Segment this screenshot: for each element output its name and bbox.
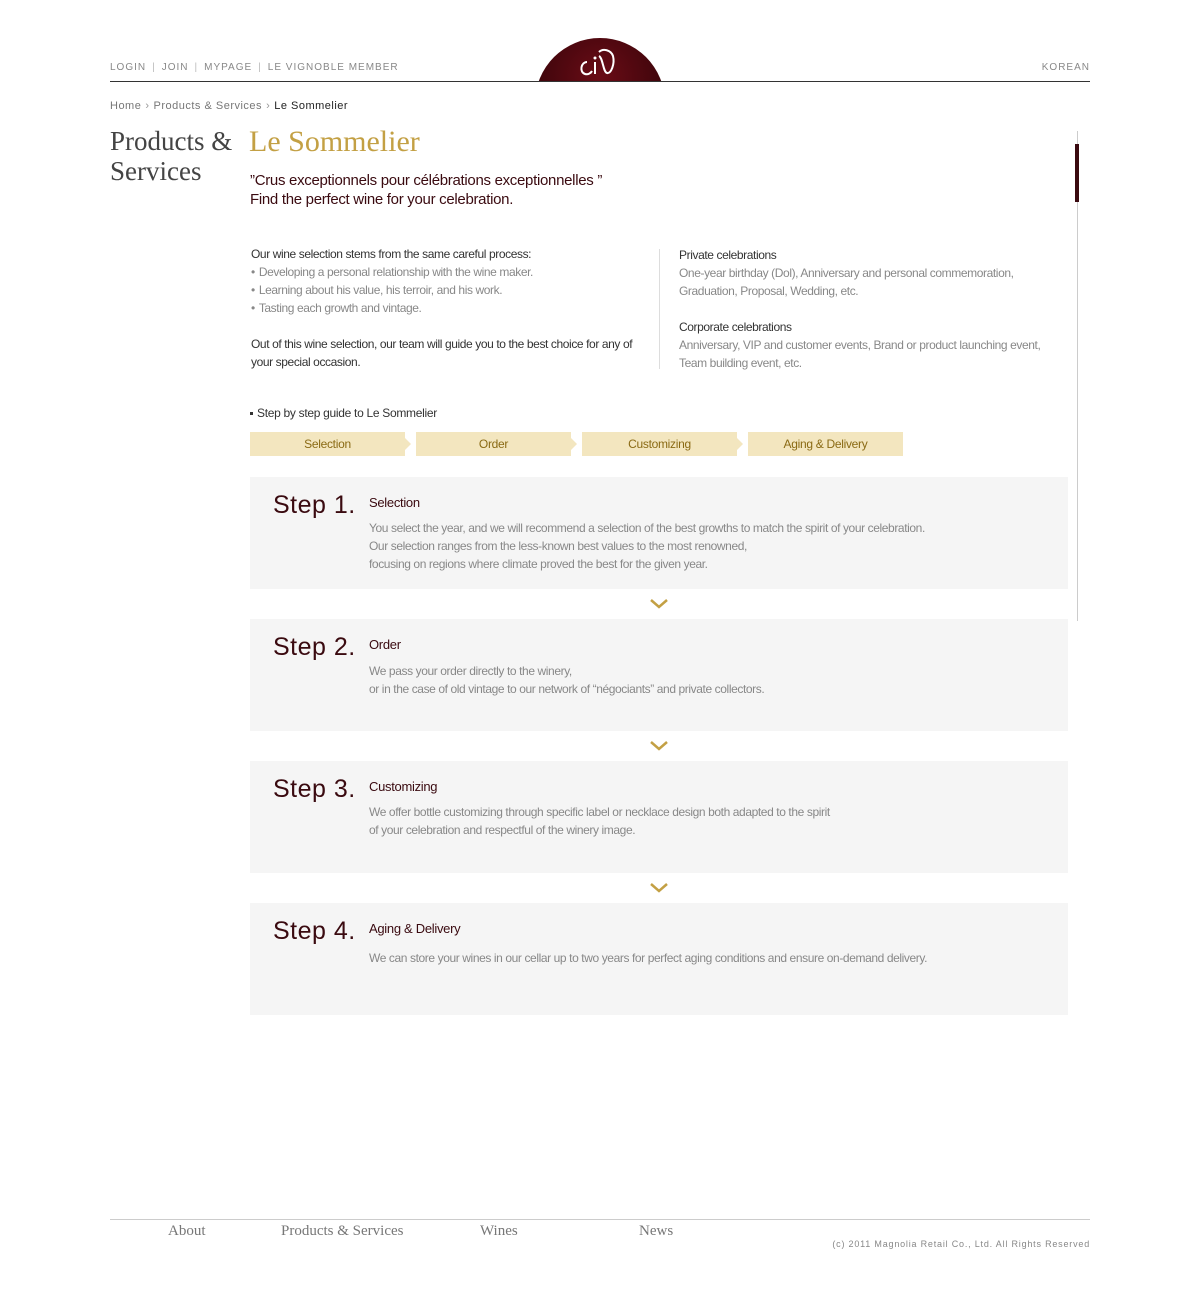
language-link[interactable]: KOREAN [1041,62,1090,73]
step-line: or in the case of old vintage to our network of “négociants” and private collectors. [369,682,765,696]
nav-separator: | [258,62,262,73]
list-item-text: Tasting each growth and vintage. [258,301,422,315]
intro-lead: Our wine selection stems from the same careful process: [251,247,532,261]
tab-selection[interactable]: Selection [250,432,405,456]
list-item-text: Developing a personal relationship with the wine maker. [258,265,533,279]
tab-order[interactable]: Order [416,432,571,456]
breadcrumb-home[interactable]: Home [110,100,142,112]
step-title: Aging & Delivery [369,921,461,936]
intro-occasions [679,246,1069,372]
step-line: focusing on regions where climate proved the best for the given year. [369,557,708,571]
private-text: One-year birthday (Dol), Anniversary and personal commemoration, Graduation, Proposal, Wedding, etc. [679,266,1014,298]
chevron-down-icon [649,740,669,752]
bullet-icon: • [251,265,255,279]
step-description [369,519,1019,573]
step-tabs [250,432,914,456]
scrollbar-track[interactable] [1077,131,1078,621]
step-card-4 [250,903,1068,1015]
step-number: Step 3. [273,775,356,803]
tagline-english: Find the perfect wine for your celebration. [250,191,514,208]
join-link[interactable]: JOIN [161,62,189,73]
step-title: Selection [369,495,420,510]
step-line: You select the year, and we will recommend a selection of the best growths to match the spirit of your celebration. [369,521,925,535]
corporate-text: Anniversary, VIP and customer events, Brand or product launching event, Team building event, etc. [679,338,1041,370]
step-description [369,949,1019,967]
footer-link-news[interactable]: News [639,1223,674,1239]
step-description [369,803,1019,839]
breadcrumb [110,100,348,112]
tab-customizing[interactable]: Customizing [582,432,737,456]
bullet-icon: • [251,283,255,297]
member-link[interactable]: LE VIGNOBLE MEMBER [267,62,399,73]
breadcrumb-products[interactable]: Products & Services [153,100,263,112]
square-bullet-icon [250,412,253,415]
step-number: Step 2. [273,633,356,661]
breadcrumb-current: Le Sommelier [274,100,349,112]
mypage-link[interactable]: MYPAGE [204,62,253,73]
intro-divider [659,249,660,369]
list-item-text: Learning about his value, his terroir, and his work. [258,283,503,297]
footer-link-products[interactable]: Products & Services [281,1223,404,1239]
step-title: Order [369,637,401,652]
scrollbar-thumb[interactable] [1075,144,1079,202]
logo-monogram-icon [573,42,627,80]
list-item [251,299,641,317]
header-divider [110,81,1090,82]
process-list [251,263,641,317]
list-item [251,263,641,281]
logo[interactable] [535,38,665,81]
footer-link-wines[interactable]: Wines [480,1223,518,1239]
nav-separator: | [152,62,156,73]
page-title: Le Sommelier [249,125,420,158]
guide-heading [250,406,437,420]
step-title: Customizing [369,779,438,794]
footer-divider [110,1219,1090,1220]
step-line: of your celebration and respectful of the winery image. [369,823,636,837]
list-item [251,281,641,299]
intro-process [251,245,641,371]
step-description [369,662,1019,698]
corporate-title: Corporate celebrations [679,320,792,334]
section-title: Products & Services [110,126,233,186]
step-number: Step 4. [273,917,356,945]
step-card-2 [250,619,1068,731]
chevron-down-icon [649,882,669,894]
bullet-icon: • [251,301,255,315]
copyright: (c) 2011 Magnolia Retail Co., Ltd. All Rights Reserved [832,1239,1090,1249]
footer-link-about[interactable]: About [168,1223,206,1239]
nav-separator: | [194,62,199,73]
step-number: Step 1. [273,491,356,519]
guide-heading-text: Step by step guide to Le Sommelier [257,406,437,420]
chevron-right-icon: › [266,100,271,112]
tagline-french: ”Crus exceptionnels pour célébrations exceptionnelles ” [250,172,603,189]
step-card-1 [250,477,1068,589]
top-nav [110,62,399,73]
intro-closing: Out of this wine selection, our team will guide you to the best choice for any of your special occasion. [251,337,633,369]
chevron-down-icon [649,598,669,610]
step-line: We can store your wines in our cellar up to two years for perfect aging conditions and ensure on-demand delivery. [369,951,928,965]
private-title: Private celebrations [679,248,777,262]
tab-aging-delivery[interactable]: Aging & Delivery [748,432,903,456]
chevron-right-icon: › [145,100,150,112]
login-link[interactable]: LOGIN [110,62,147,73]
step-line: We offer bottle customizing through specific label or necklace design both adapted to the spirit [369,805,830,819]
step-line: We pass your order directly to the winery, [369,664,572,678]
step-card-3 [250,761,1068,873]
step-line: Our selection ranges from the less-known best values to the most renowned, [369,539,747,553]
tagline [250,171,602,209]
